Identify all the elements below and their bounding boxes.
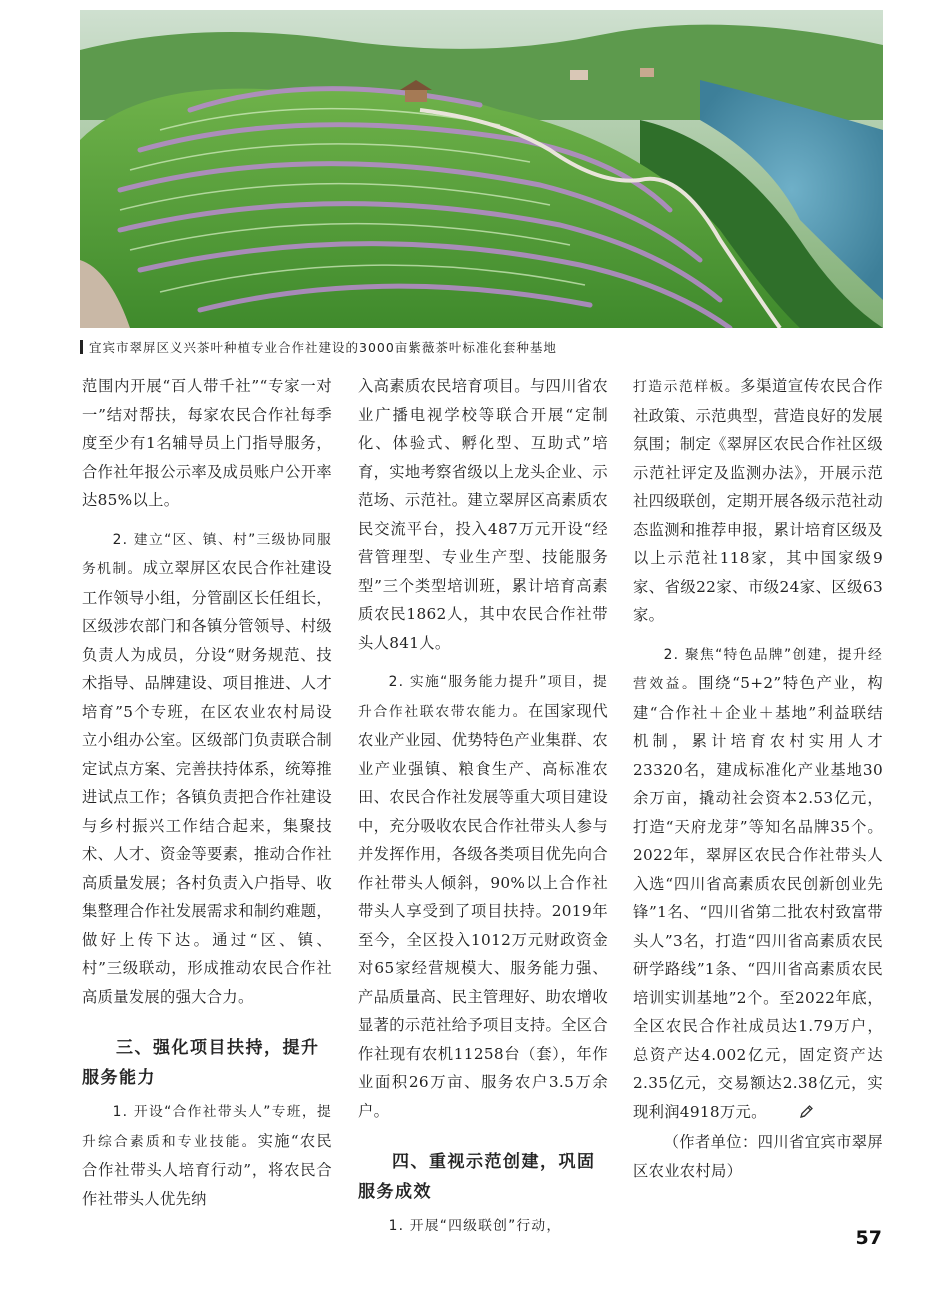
paragraph: 入高素质农民培育项目。与四川省农业广播电视学校等联合开展“定制化、体验式、孵化型、互助式”培育，实地考察省级以上龙头企业、示范场、示范社。建立翠屏区高素质农民交流平台，投入487万元开设“经营管理型、专业生产型、技能服务型”三个类型培训班，累计培育高素质农民1862人，其中农民合作社带头人841人。 bbox=[358, 377, 608, 652]
column-1 bbox=[82, 372, 332, 1213]
caption-bar bbox=[80, 340, 83, 354]
section-heading bbox=[82, 1033, 332, 1093]
subheading: 1. 开展“四级联创”行动， bbox=[388, 1218, 562, 1234]
photo-caption bbox=[80, 338, 883, 356]
caption-text: 宜宾市翠屏区义兴茶叶种植专业合作社建设的3000亩紫薇茶叶标准化套种基地 bbox=[89, 340, 557, 355]
author-affiliation: （作者单位：四川省宜宾市翠屏区农业农村局） bbox=[633, 1133, 883, 1180]
section-heading-line: 四、重视示范创建，巩固 bbox=[392, 1152, 596, 1172]
paragraph bbox=[358, 1211, 608, 1241]
section-heading bbox=[358, 1147, 608, 1207]
subheading: 2. 建立“区、镇、村”三级协同服务机制。 bbox=[82, 531, 332, 577]
section-heading-line: 三、强化项目扶持，提升 bbox=[116, 1038, 320, 1058]
paragraph-body: 成立翠屏区农民合作社建设工作领导小组，分管副区长任组长，区级涉农部门和各镇分管领导、村级负责人为成员，分设“财务规范、技术指导、品牌建设、项目推进、人才培育”5个专班，在区农业农村局设立小组办公室。区级部门负责联合制定试点方案、完善扶持体系，统筹推进试点工作；各镇负责把合作社建设与乡村振兴工作结合起来，集聚技术、人才、资金等要素，推动合作社高质量发展；各村负责入户指导、收集整理合作社发展需求和制约难题，做好上传下达。通过“区、镇、村”三级联动，形成推动农民合作社高质量发展的强大合力。 bbox=[82, 559, 332, 1006]
paragraph: 范围内开展“百人带千社”“专家一对一”结对帮扶，每家农民合作社每季度至少有1名辅导员上门指导服务，合作社年报公示率及成员账户公开率达85%以上。 bbox=[82, 377, 332, 509]
paragraph bbox=[633, 640, 883, 1129]
section-heading-line: 服务成效 bbox=[358, 1182, 432, 1202]
paragraph bbox=[82, 1097, 332, 1213]
paragraph-body: 在国家现代农业产业园、优势特色产业集群、农业产业强镇、粮食生产、高标准农田、农民合作社发展等重大项目建设中，充分吸收农民合作社带头人参与并发挥作用，各级各类项目优先向合作社带头人倾斜，90%以上合作社带头人享受到了项目扶持。2019年至今，全区投入1012万元财政资金对65家经营规模大、服务能力强、产品质量高、民主管理好、助农增收显著的示范社给予项目支持。全区合作社现有农机11258台（套），年作业面积26万亩、服务农户3.5万余户。 bbox=[358, 701, 608, 1120]
paragraph bbox=[633, 372, 883, 630]
tea-plantation-photo bbox=[80, 10, 883, 328]
subheading: 2. 实施“服务能力提升”项目，提升合作社联农带农能力。 bbox=[358, 674, 608, 720]
pencil-icon bbox=[769, 1100, 815, 1129]
tea-plantation-terraces-photo bbox=[80, 10, 883, 328]
paragraph bbox=[82, 525, 332, 1012]
subheading: 打造示范样板。 bbox=[633, 379, 741, 395]
column-2 bbox=[358, 372, 608, 1241]
page-number: 57 bbox=[855, 1227, 882, 1249]
column-3 bbox=[633, 372, 883, 1185]
subheading: 1. 开设“合作社带头人”专班，提升综合素质和专业技能。 bbox=[82, 1104, 332, 1150]
paragraph bbox=[358, 667, 608, 1125]
paragraph-body: 围绕“5+2”特色产业，构建“合作社＋企业＋基地”利益联结机制，累计培育农村实用人才23320名，建成标准化产业基地30余万亩，撬动社会资本2.53亿元，打造“天府龙芽”等知名品牌35个。2022年，翠屏区农民合作社带头人入选“四川省高素质农民创新创业先锋”1名、“四川省第二批农村致富带头人”3名，打造“四川省高素质农民研学路线”1条、“四川省高素质农民培训实训基地”2个。至2022年底，全区农民合作社成员达1.79万户，总资产达4.002亿元，固定资产达2.35亿元，交易额达2.38亿元，实现利润4918万元。 bbox=[633, 674, 883, 1121]
subheading: 2. 聚焦“特色品牌”创建，提升经营效益。 bbox=[633, 646, 883, 692]
section-heading-line: 服务能力 bbox=[82, 1068, 156, 1088]
paragraph-body: 多渠道宣传农民合作社政策、示范典型，营造良好的发展氛围；制定《翠屏区农民合作社区级示范社评定及监测办法》，开展示范社四级联创，定期开展各级示范社动态监测和推荐申报，累计培育区级及以上示范社118家，其中国家级9家、省级22家、市级24家、区级63家。 bbox=[633, 377, 884, 624]
paragraph-body: 实施“农民合作社带头人培育行动”，将农民合作社带头人优先纳 bbox=[82, 1131, 333, 1208]
